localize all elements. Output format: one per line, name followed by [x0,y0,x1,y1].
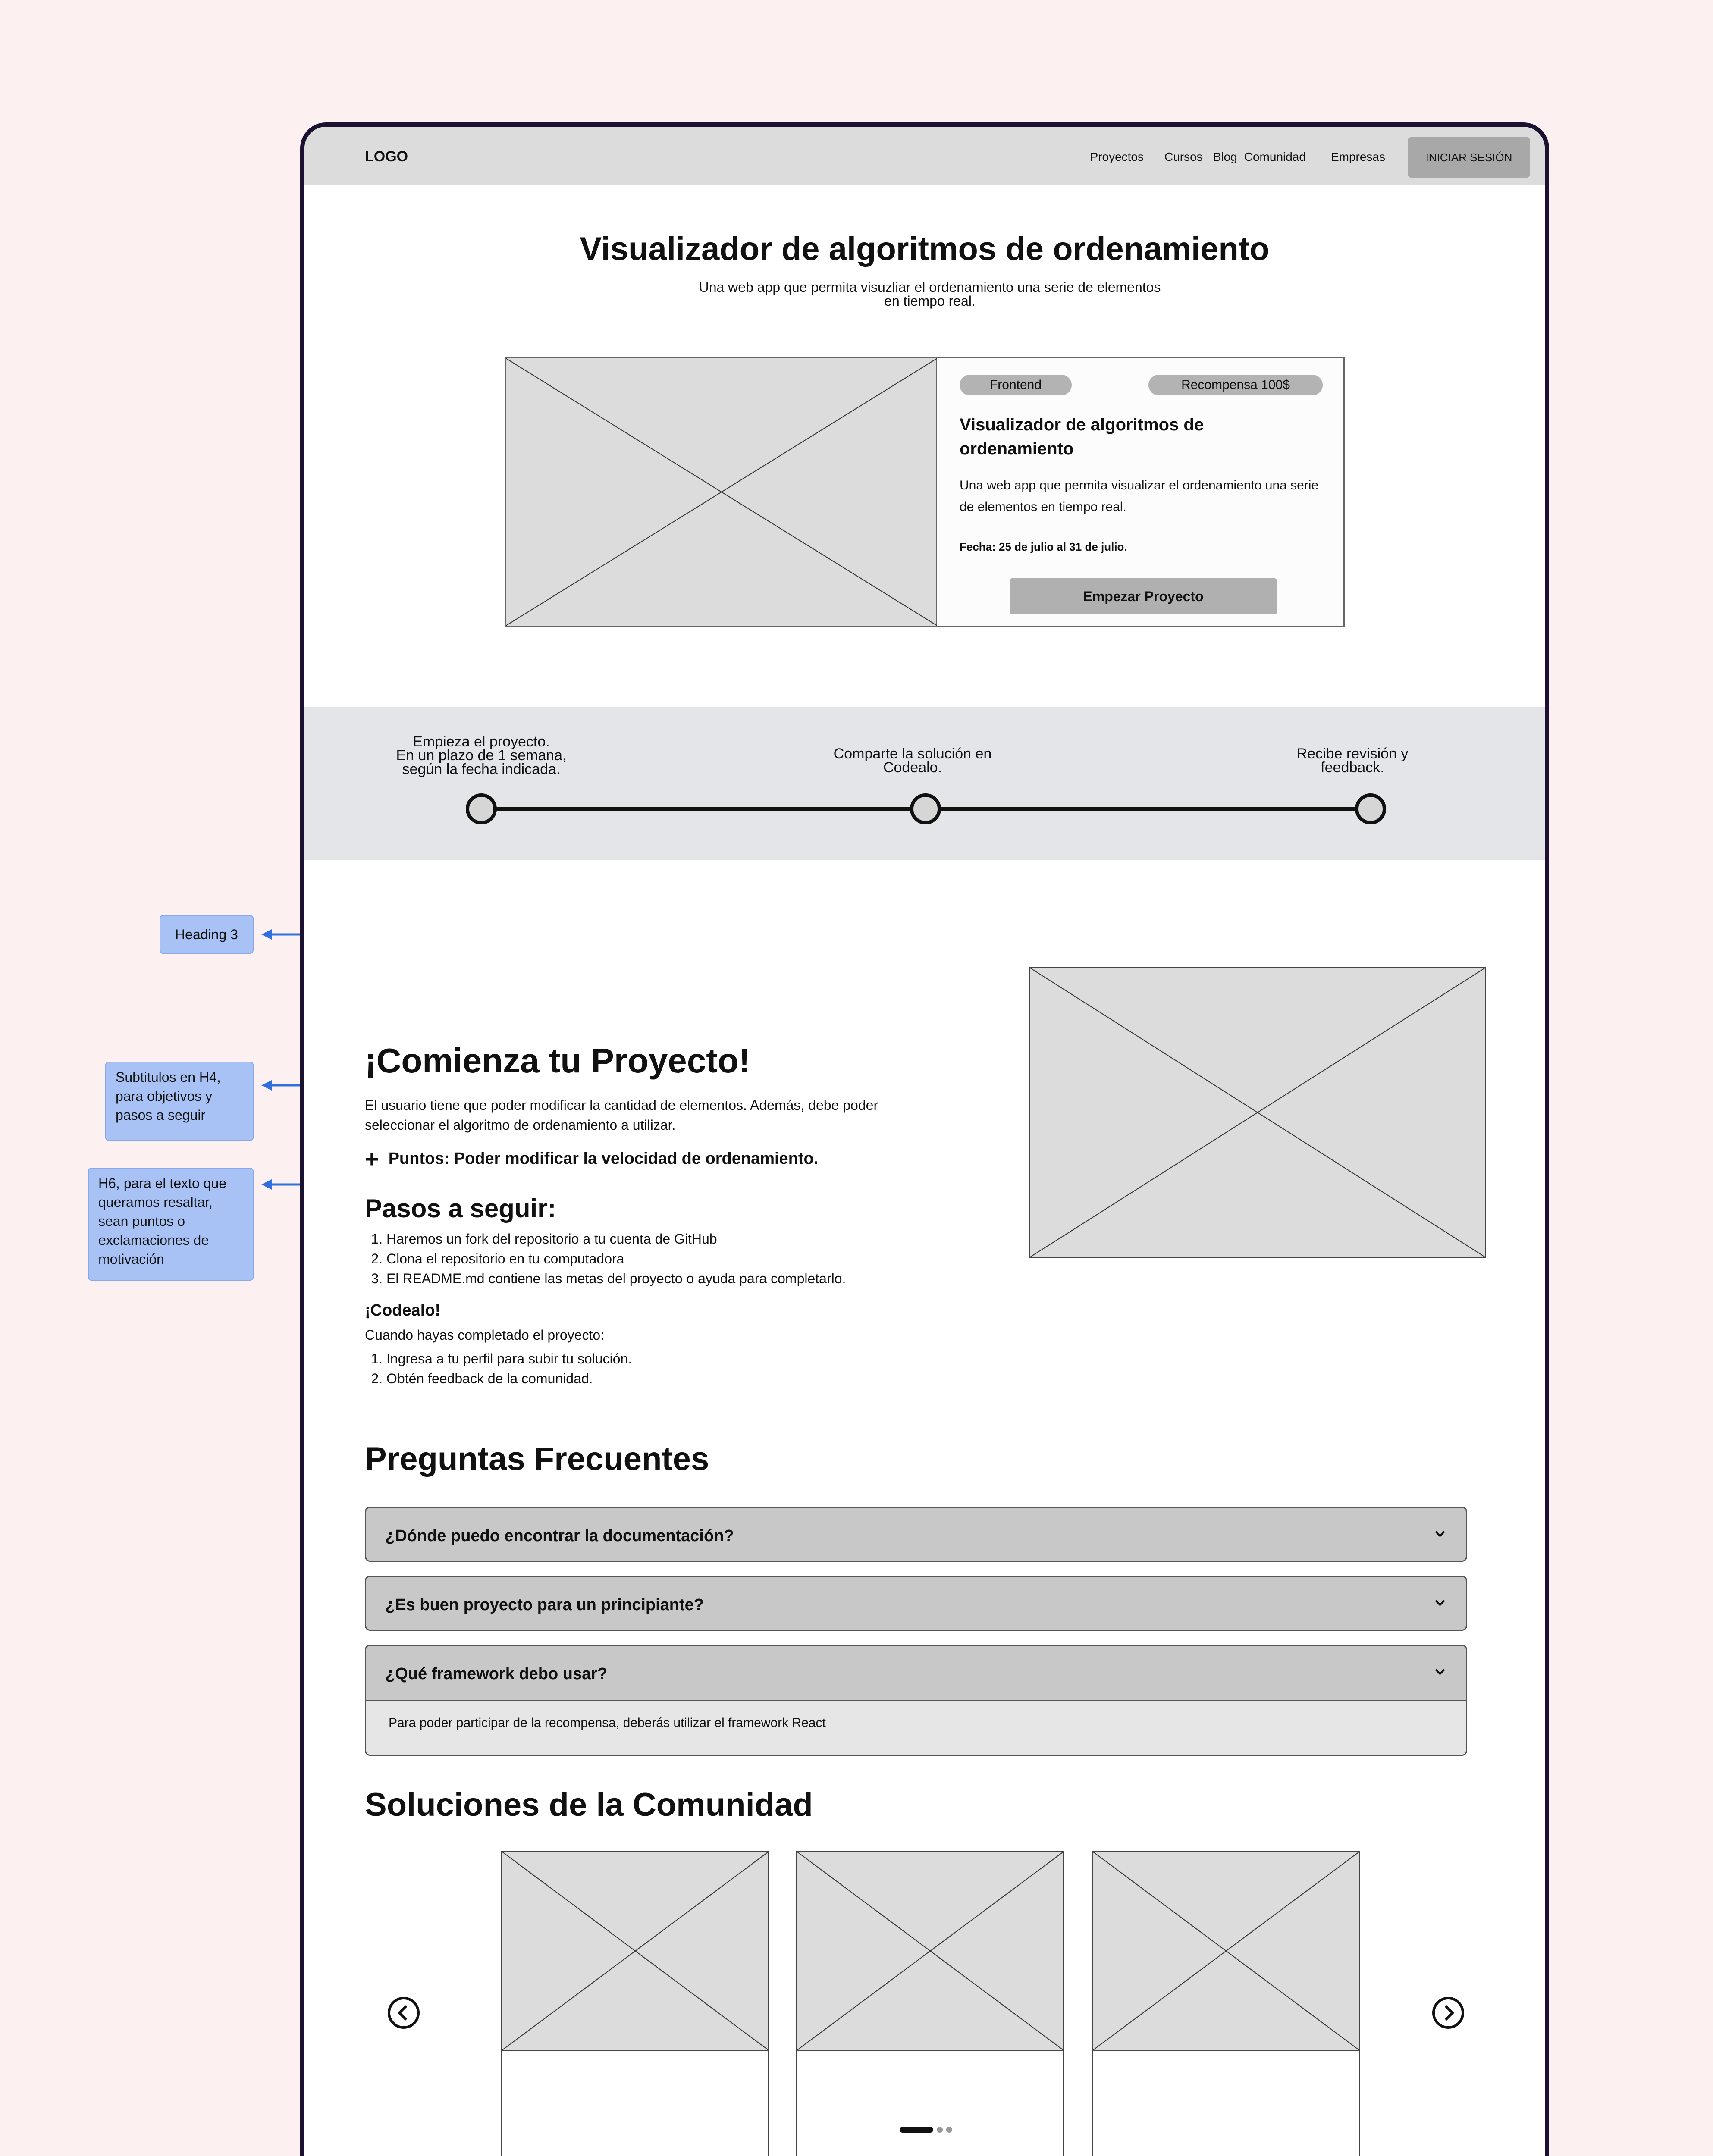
page-frame [300,122,1549,2156]
image-placeholder-icon [1093,1852,1359,2050]
image-placeholder-icon [1030,968,1485,1257]
nav-link-blog[interactable]: Blog [1213,150,1237,163]
chevron-down-icon[interactable] [1431,1525,1449,1542]
project-heading: ¡Comienza tu Proyecto! [365,1041,750,1080]
project-image-placeholder [506,358,937,626]
chevron-down-icon[interactable] [1431,1594,1449,1611]
timeline-dot-1 [466,793,497,824]
solution-card[interactable] [1092,1851,1360,2156]
solution-card[interactable] [501,1851,769,2156]
pagination-dot-active[interactable] [900,2127,933,2133]
points-text: Puntos: Poder modificar la velocidad de ordenamiento. [388,1150,819,1168]
image-placeholder-icon [506,358,937,626]
timeline-step-text: Codealo. [883,759,942,776]
list-item: 2. Clona el repositorio en tu computadora [386,1249,846,1269]
steps-list [378,1229,846,1288]
timeline-dot-2 [910,793,941,824]
timeline-step-3 [1279,747,1426,774]
list-item: 3. El README.md contiene las metas del proyecto o ayuda para completarlo. [386,1269,846,1288]
timeline-step-text: Recibe revisión y [1296,746,1409,762]
login-button[interactable]: INICIAR SESIÓN [1408,137,1530,178]
project-description: El usuario tiene que poder modificar la cantidad de elementos. Además, debe poder seleccionar el algoritmo de ordenamiento a utilizar. [365,1097,878,1133]
solution-image-placeholder [1093,1852,1359,2051]
list-item: 1. Ingresa a tu perfil para subir tu solución. [386,1349,632,1369]
card-date: Fecha: 25 de julio al 31 de julio. [960,540,1127,553]
faq-question[interactable]: ¿Es buen proyecto para un principiante? [385,1596,704,1614]
community-heading: Soluciones de la Comunidad [365,1786,813,1823]
solution-card[interactable] [796,1851,1064,2156]
carousel-next-icon[interactable] [1431,1996,1465,2030]
faq-answer: Para poder participar de la recompensa, deberás utilizar el framework React [389,1716,826,1730]
timeline-step-text: Empieza el proyecto. [413,733,550,750]
timeline-step-text: feedback. [1321,759,1384,776]
timeline-step-text: Comparte la solución en [833,746,992,762]
reward-badge: Recompensa 100$ [1148,375,1323,395]
nav-link-cursos[interactable]: Cursos [1164,150,1203,163]
chevron-down-icon[interactable] [1431,1663,1449,1680]
annotation-heading3: Heading 3 [160,915,254,954]
tag-badge: Frontend [960,375,1072,395]
annotation-h4: Subtitulos en H4, para objetivos y pasos a seguir [105,1062,254,1141]
card-description: Una web app que permita visualizar el ordenamiento una serie de elementos en tiempo real. [960,478,1319,514]
faq-heading: Preguntas Frecuentes [365,1441,709,1477]
faq-question[interactable]: ¿Qué framework debo usar? [385,1665,608,1683]
image-placeholder-icon [502,1852,768,2050]
hero-subtitle [649,280,1210,308]
codealo-description: Cuando hayas completado el proyecto: [365,1327,605,1343]
nav-link-proyectos[interactable]: Proyectos [1090,150,1144,163]
nav-logo[interactable]: LOGO [365,148,408,165]
hero-title: Visualizador de algoritmos de ordenamiento [580,231,1270,267]
project-preview-placeholder [1029,967,1486,1258]
process-timeline [304,707,1545,860]
timeline-step-2 [813,747,1012,774]
faq-item-expanded[interactable] [365,1645,1467,1756]
faq-question[interactable]: ¿Dónde puedo encontrar la documentación? [385,1527,734,1545]
hero-subtitle-line: en tiempo real. [884,293,976,309]
steps-heading: Pasos a seguir: [365,1194,556,1223]
plus-icon: + [365,1145,379,1172]
timeline-step-text: En un plazo de 1 semana, [396,747,567,764]
timeline-step-1 [382,735,580,776]
card-title: Visualizador de algoritmos de ordenamiento [960,415,1204,458]
nav-link-comunidad[interactable]: Comunidad [1244,150,1306,163]
solution-image-placeholder [797,1852,1063,2051]
final-steps-list [378,1349,632,1388]
nav-links [1090,150,1386,164]
pagination-dot[interactable] [937,2127,943,2133]
carousel-prev-icon[interactable] [386,1996,421,2030]
project-card [505,357,1345,627]
annotation-h6: H6, para el texto que queramos resaltar, sean puntos o exclamaciones de motivación [88,1168,254,1281]
carousel-pagination [900,2127,952,2133]
list-item: 1. Haremos un fork del repositorio a tu cuenta de GitHub [386,1229,846,1249]
points-line [365,1145,819,1172]
timeline-dot-3 [1355,793,1386,824]
timeline-step-text: según la fecha indicada. [402,761,561,777]
top-navbar [304,127,1545,185]
codealo-heading: ¡Codealo! [365,1301,441,1319]
solution-image-placeholder [502,1852,768,2051]
image-placeholder-icon [797,1852,1063,2050]
hero-subtitle-line: Una web app que permita visuzliar el ordenamiento una serie de elementos [699,279,1161,295]
pagination-dot[interactable] [946,2127,952,2133]
list-item: 2. Obtén feedback de la comunidad. [386,1369,632,1388]
start-project-button[interactable]: Empezar Proyecto [1010,578,1277,614]
project-card-info [937,358,1343,626]
nav-link-empresas[interactable]: Empresas [1330,150,1385,163]
faq-item[interactable] [365,1576,1467,1631]
faq-header[interactable] [366,1646,1466,1701]
faq-item[interactable] [365,1507,1467,1562]
